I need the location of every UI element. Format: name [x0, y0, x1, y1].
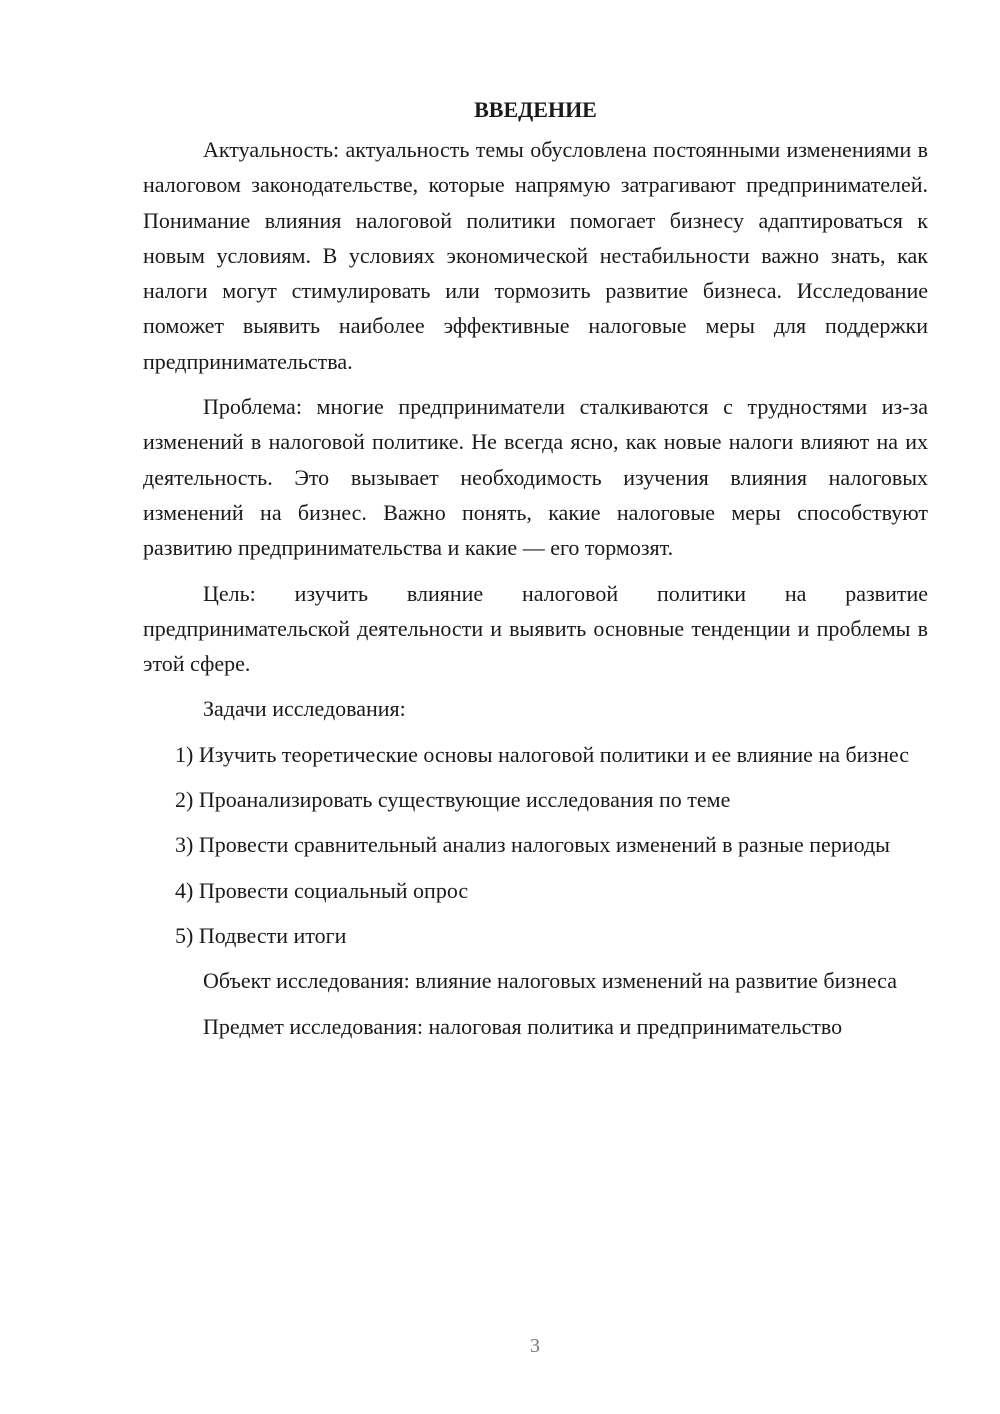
task-item: 1) Изучить теоретические основы налоговой политики и ее влияние на бизнес — [175, 741, 909, 767]
task-item: 4) Провести социальный опрос — [175, 877, 469, 903]
page-content — [143, 92, 928, 1044]
subject-paragraph: Предмет исследования: налоговая политика и предпринимательство — [203, 1013, 843, 1039]
task-item: 3) Провести сравнительный анализ налоговых изменений в разные периоды — [175, 832, 890, 858]
page-number: 3 — [530, 1335, 540, 1357]
task-item: 5) Подвести итоги — [175, 922, 347, 948]
tasks-heading: Задачи исследования: — [203, 696, 406, 722]
problem-paragraph: Проблема: многие предприниматели сталкиваются с трудностями из-за изменений в налоговой политике. Не всегда ясно, как новые налоги влияют на их деятельность. Это вызывает необходимость изучения влияния налоговых изменений на бизнес. Важно понять, какие налоговые меры способствуют развитию предпринимательства и какие — его тормозят. — [143, 394, 928, 561]
goal-paragraph: Цель: изучить влияние налоговой политики на развитие предпринимательской деятельности и выявить основные тенденции и проблемы в этой сфере. — [143, 580, 928, 677]
task-item: 2) Проанализировать существующие исследования по теме — [175, 787, 731, 813]
object-paragraph: Объект исследования: влияние налоговых изменений на развитие бизнеса — [203, 968, 897, 994]
relevance-paragraph: Актуальность: актуальность темы обусловлена постоянными изменениями в налоговом законодательстве, которые напрямую затрагивают предпринимателей. Понимание влияния налоговой политики помогает бизнесу адаптироваться к новым условиям. В условиях экономической нестабильности важно знать, как налоги могут стимулировать или тормозить развитие бизнеса. Исследование поможет выявить наиболее эффективные налоговые меры для поддержки предпринимательства. — [143, 137, 928, 374]
section-heading: ВВЕДЕНИЕ — [474, 97, 597, 122]
